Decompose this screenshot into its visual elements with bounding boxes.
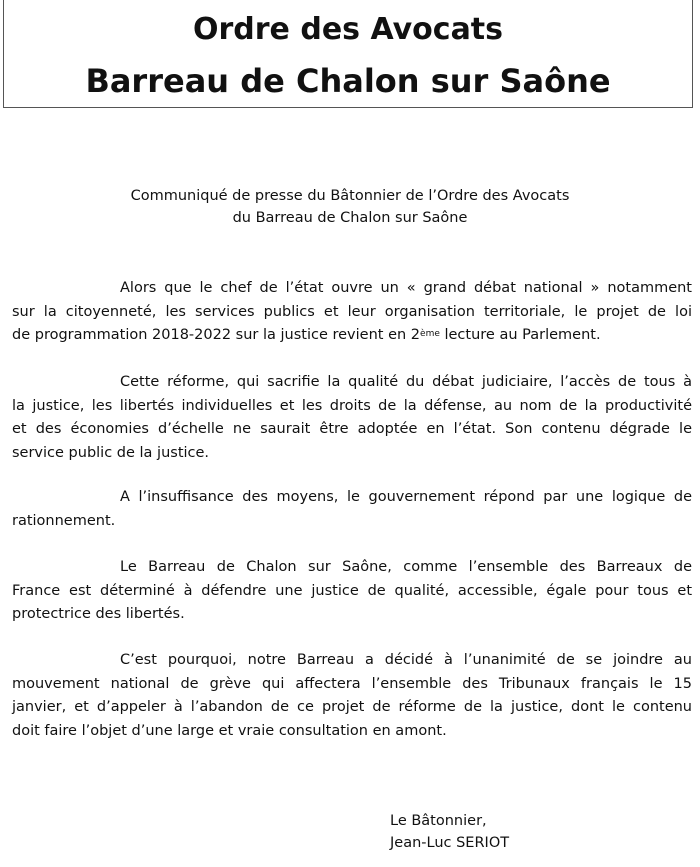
paragraph-4 xyxy=(12,556,692,627)
letterhead-title: Ordre des Avocats xyxy=(192,12,504,47)
paragraph-1 xyxy=(12,277,692,348)
signatory-name: Jean-Luc SERIOT xyxy=(390,835,510,851)
press-release-heading xyxy=(0,185,700,229)
paragraph-text: lecture au Parlement. xyxy=(439,327,601,343)
ordinal-superscript: ème xyxy=(420,329,440,339)
paragraph-line: service public de la justice. xyxy=(12,444,210,461)
paragraph-text: de programmation 2018-2022 sur la justice revient en 2 xyxy=(12,327,421,343)
paragraph-5 xyxy=(12,649,692,743)
paragraph-line: doit faire l’objet d’une large et vraie consultation en amont. xyxy=(12,722,447,739)
paragraph-3 xyxy=(12,486,692,533)
paragraph-line: janvier, et d’appeler à l’abandon de ce projet de réforme de la justice, dont le contenu xyxy=(12,699,692,715)
paragraph-line: mouvement national de grève qui affectera l’ensemble des Tribunaux français le 15 xyxy=(12,675,692,692)
paragraph-line: C’est pourquoi, notre Barreau a décidé à l’unanimité de se joindre au xyxy=(120,652,692,668)
paragraph-line: Le Barreau de Chalon sur Saône, comme l’ensemble des Barreaux de xyxy=(120,559,692,575)
letterhead-subtitle: Barreau de Chalon sur Saône xyxy=(85,62,611,100)
paragraph-line: Cette réforme, qui sacrifie la qualité du débat judiciaire, l’accès de tous à xyxy=(120,374,692,390)
paragraph-line xyxy=(12,324,692,348)
letterhead-box xyxy=(3,0,693,108)
paragraph-line: rationnement. xyxy=(12,512,116,529)
press-release-heading-line: du Barreau de Chalon sur Saône xyxy=(232,210,468,226)
signatory-title: Le Bâtonnier, xyxy=(390,813,487,829)
paragraph-line: protectrice des libertés. xyxy=(12,606,185,622)
paragraph-line: A l’insuffisance des moyens, le gouvernement répond par une logique de xyxy=(120,489,692,505)
paragraph-line: la justice, les libertés individuelles et les droits de la défense, au nom de la productivité xyxy=(12,397,692,414)
paragraph-2 xyxy=(12,371,692,465)
press-release-heading-line: Communiqué de presse du Bâtonnier de l’Ordre des Avocats xyxy=(130,188,570,204)
paragraph-line: et des économies d’échelle ne saurait être adoptée en l’état. Son contenu dégrade le xyxy=(12,421,692,437)
signature-block xyxy=(390,810,509,854)
paragraph-line: Alors que le chef de l’état ouvre un « grand débat national » notamment xyxy=(120,280,692,296)
paragraph-line: France est déterminé à défendre une justice de qualité, accessible, égale pour tous et xyxy=(12,582,692,599)
paragraph-line: sur la citoyenneté, les services publics et leur organisation territoriale, le projet de loi xyxy=(12,303,692,320)
